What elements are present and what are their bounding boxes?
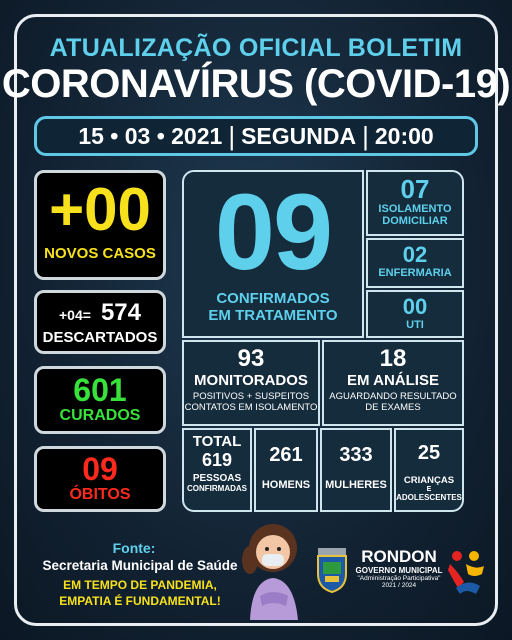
new-cases-value: +00 bbox=[49, 176, 151, 243]
monitored-value: 93 bbox=[237, 345, 265, 372]
header-subtitle: CORONAVÍRUS (COVID-19) bbox=[1, 62, 511, 106]
in-analysis-value: 18 bbox=[379, 345, 407, 372]
confirmed-label-1: CONFIRMADOS bbox=[216, 290, 330, 307]
in-analysis-label: EM ANÁLISE bbox=[347, 372, 439, 389]
icu-value: 00 bbox=[402, 294, 428, 319]
monitored-sub-1: POSITIVOS + SUSPEITOS bbox=[192, 391, 310, 402]
men-label: HOMENS bbox=[261, 479, 311, 491]
men-value: 261 bbox=[269, 444, 303, 466]
recovered-box bbox=[34, 366, 166, 434]
slogan-line-1: EM TEMPO DE PANDEMIA, bbox=[63, 578, 217, 592]
monitored-label: MONITORADOS bbox=[194, 372, 308, 389]
confirmed-box bbox=[182, 170, 364, 338]
source-text: Secretaria Municipal de Saúde bbox=[42, 558, 238, 573]
icu-box bbox=[366, 290, 464, 338]
brand-name: RONDON bbox=[361, 547, 437, 566]
deaths-box bbox=[34, 446, 166, 512]
monitored-sub-2: CONTATOS EM ISOLAMENTO bbox=[184, 402, 318, 413]
discarded-label: DESCARTADOS bbox=[42, 329, 158, 346]
kids-label-1: CRIANÇAS bbox=[403, 475, 455, 486]
ward-label: ENFERMARIA bbox=[378, 267, 452, 279]
discarded-value: 574 bbox=[100, 299, 141, 326]
date-bar bbox=[34, 116, 478, 156]
kids-label-2: ADOLESCENTES bbox=[396, 493, 462, 502]
confirmed-value: 09 bbox=[214, 171, 332, 292]
new-cases-label: NOVOS CASOS bbox=[44, 245, 156, 262]
home-isolation-label-2: DOMICILIAR bbox=[382, 215, 448, 227]
total-label: TOTAL bbox=[192, 433, 242, 450]
header-title: ATUALIZAÇÃO OFICIAL BOLETIM bbox=[49, 34, 463, 62]
brand-motto: "Administração Participativa" bbox=[357, 575, 441, 582]
discarded-delta: +04= bbox=[59, 307, 91, 323]
in-analysis-sub-1: AGUARDANDO RESULTADO bbox=[329, 391, 457, 402]
total-value: 619 bbox=[201, 450, 233, 470]
home-isolation-value: 07 bbox=[400, 174, 430, 204]
home-isolation-label-1: ISOLAMENTO bbox=[378, 203, 452, 215]
brand-logo bbox=[354, 548, 444, 589]
kids-box bbox=[394, 428, 464, 512]
date-separator: | bbox=[228, 120, 236, 151]
ward-box bbox=[366, 238, 464, 288]
recovered-label: CURADOS bbox=[59, 407, 141, 424]
recovered-value: 601 bbox=[73, 372, 127, 408]
new-cases-box bbox=[34, 170, 166, 280]
source-label: Fonte: bbox=[112, 540, 156, 556]
in-analysis-sub-2: DE EXAMES bbox=[365, 402, 421, 413]
weekday-text: SEGUNDA bbox=[241, 122, 357, 149]
confirmed-label-2: EM TRATAMENTO bbox=[208, 307, 338, 324]
total-confirmed-box bbox=[182, 428, 252, 512]
monitored-box bbox=[182, 340, 320, 426]
women-box bbox=[320, 428, 392, 512]
kids-conj: E bbox=[426, 486, 432, 493]
slogan-line-2: EMPATIA É FUNDAMENTAL! bbox=[59, 594, 221, 608]
women-value: 333 bbox=[339, 444, 373, 466]
home-isolation-box bbox=[366, 170, 464, 236]
total-sub-2: CONFIRMADAS bbox=[187, 484, 247, 493]
discarded-box bbox=[34, 290, 166, 354]
date-text: 15 • 03 • 2021 bbox=[78, 122, 223, 149]
women-label: MULHERES bbox=[325, 479, 387, 491]
deaths-value: 09 bbox=[82, 451, 118, 487]
coat-of-arms-icon bbox=[312, 546, 352, 594]
brand-years: 2021 / 2024 bbox=[381, 582, 417, 589]
kids-value: 25 bbox=[417, 442, 441, 464]
total-sub-1: PESSOAS bbox=[192, 473, 242, 484]
people-logo-icon bbox=[446, 548, 486, 596]
girl-mask-illustration bbox=[240, 518, 306, 620]
icu-label: UTI bbox=[406, 319, 424, 331]
in-analysis-box bbox=[322, 340, 464, 426]
men-box bbox=[254, 428, 318, 512]
ward-value: 02 bbox=[402, 242, 428, 267]
deaths-label: ÓBITOS bbox=[69, 486, 131, 503]
time-separator: | bbox=[362, 120, 369, 151]
time-text: 20:00 bbox=[374, 122, 434, 149]
brand-subtitle: GOVERNO MUNICIPAL bbox=[355, 566, 443, 575]
